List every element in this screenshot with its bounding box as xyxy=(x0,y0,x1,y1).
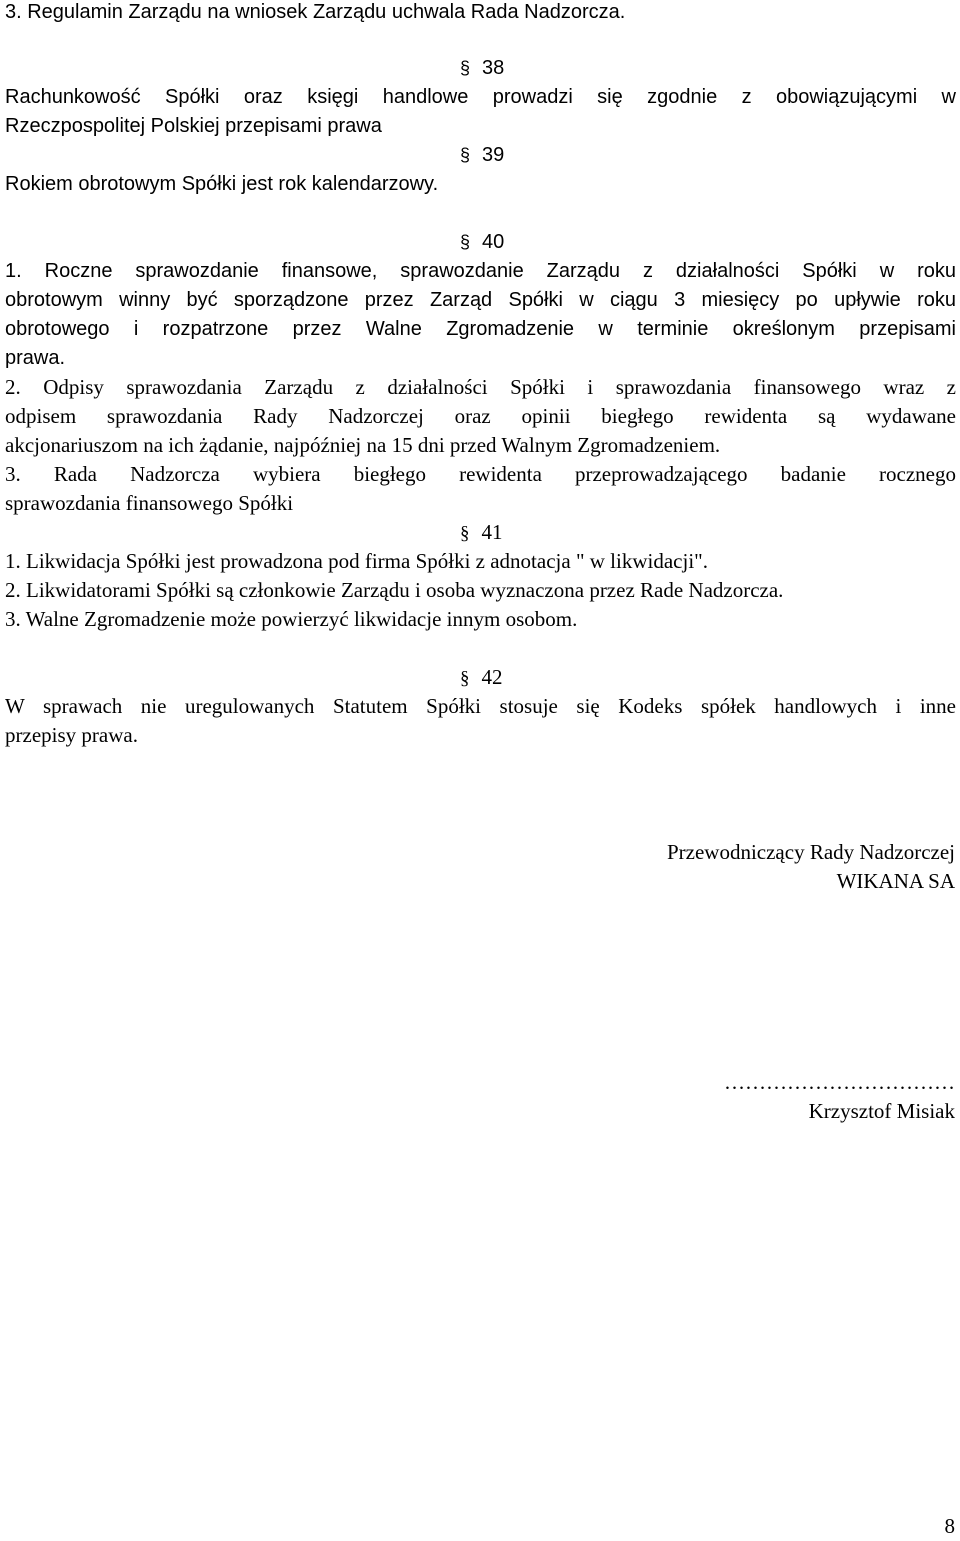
signature-dotted-line: …………………………… xyxy=(724,1070,955,1094)
paragraph-line: 3. Rada Nadzorcza wybiera biegłego rewidenta przeprowadzającego badanie rocznego xyxy=(5,462,956,486)
section-symbol: § xyxy=(460,523,470,544)
paragraph-line: Rzeczpospolitej Polskiej przepisami prawa xyxy=(5,115,382,137)
paragraph-line: 1. Roczne sprawozdanie finansowe, sprawozdanie Zarządu z działalności Spółki w roku xyxy=(5,260,956,282)
section-number: 39 xyxy=(482,144,505,166)
paragraph-line: W sprawach nie uregulowanych Statutem Spółki stosuje się Kodeks spółek handlowych i inne xyxy=(5,694,956,718)
paragraph-line: obrotowego i rozpatrzone przez Walne Zgromadzenie w terminie określonym przepisami xyxy=(5,318,956,340)
paragraph-line: obrotowym winny być sporządzone przez Zarząd Spółki w ciągu 3 miesięcy po upływie roku xyxy=(5,289,956,311)
paragraph-line: 2. Likwidatorami Spółki są członkowie Zarządu i osoba wyznaczona przez Rade Nadzorcza. xyxy=(5,578,784,602)
section-heading-41 xyxy=(460,518,502,548)
paragraph-line: odpisem sprawozdania Rady Nadzorczej oraz opinii biegłego rewidenta są wydawane xyxy=(5,404,956,428)
paragraph-line: 2. Odpisy sprawozdania Zarządu z działalności Spółki i sprawozdania finansowego wraz z xyxy=(5,375,956,399)
signature-name: Krzysztof Misiak xyxy=(808,1099,955,1123)
section-symbol: § xyxy=(460,58,471,78)
paragraph-line: przepisy prawa. xyxy=(5,723,138,747)
signature-role: Przewodniczący Rady Nadzorczej xyxy=(666,840,955,864)
section-symbol: § xyxy=(460,145,471,165)
intro-line: 3. Regulamin Zarządu na wniosek Zarządu uchwala Rada Nadzorcza. xyxy=(5,1,626,23)
signature-company: WIKANA SA xyxy=(836,869,955,893)
section-number: 42 xyxy=(481,665,503,689)
paragraph-line: Rokiem obrotowym Spółki jest rok kalendarzowy. xyxy=(5,173,439,195)
section-heading-42 xyxy=(460,663,502,693)
section-heading-40 xyxy=(460,228,504,257)
paragraph-line: prawa. xyxy=(5,347,66,369)
paragraph-line: 3. Walne Zgromadzenie może powierzyć likwidacje innym osobom. xyxy=(5,607,578,631)
section-number: 40 xyxy=(482,231,505,253)
section-number: 38 xyxy=(482,57,505,79)
section-heading-38 xyxy=(460,54,504,83)
section-symbol: § xyxy=(460,232,471,252)
paragraph-line: akcjonariuszom na ich żądanie, najpóźniej na 15 dni przed Walnym Zgromadzeniem. xyxy=(5,433,721,457)
paragraph-line: sprawozdania finansowego Spółki xyxy=(5,491,294,515)
section-number: 41 xyxy=(481,520,503,544)
section-heading-39 xyxy=(460,141,504,170)
paragraph-line: 1. Likwidacja Spółki jest prowadzona pod firma Spółki z adnotacja " w likwidacji". xyxy=(5,549,708,573)
paragraph-line: Rachunkowość Spółki oraz księgi handlowe prowadzi się zgodnie z obowiązującymi w xyxy=(5,86,956,108)
page-number: 8 xyxy=(944,1514,955,1538)
section-symbol: § xyxy=(460,668,470,689)
